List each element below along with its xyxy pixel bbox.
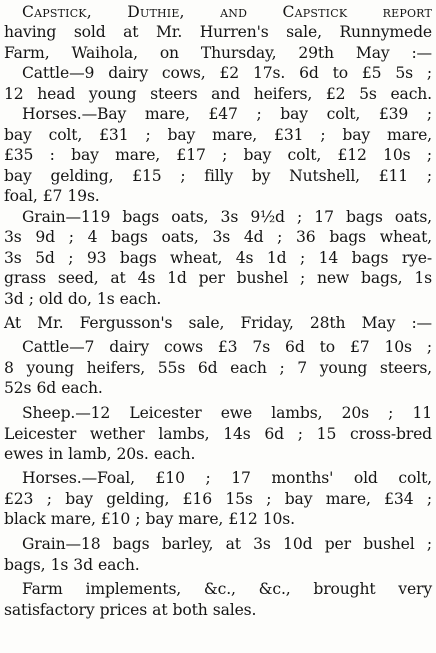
horses-2-line-2: £23 ; bay gelding, £16 15s ; bay mare, £34 ; xyxy=(4,490,432,508)
horses-1-line-3: £35 : bay mare, £17 ; bay colt, £12 10s ; xyxy=(4,146,432,164)
cattle-2-line-1: Cattle—7 dairy cows £3 7s 6d to £7 10s ; xyxy=(22,338,432,356)
intro-line-2: having sold at Mr. Hurren's sale, Runnymede xyxy=(4,23,432,41)
implements-line-1: Farm implements, &c., &c., brought very xyxy=(22,580,432,598)
grain-1-line-3: 3s 5d ; 93 bags wheat, 4s 1d ; 14 bags rye- xyxy=(4,249,432,267)
grain-2-line-2: bags, 1s 3d each. xyxy=(4,556,140,574)
sheep-line-1: Sheep.—12 Leicester ewe lambs, 20s ; 11 xyxy=(22,404,432,422)
horses-1-line-4: bay gelding, £15 ; filly by Nutshell, £11 ; xyxy=(4,167,432,185)
second-sale-heading: At Mr. Fergusson's sale, Friday, 28th May :— xyxy=(4,314,432,332)
cattle-1-line-1: Cattle—9 dairy cows, £2 17s. 6d to £5 5s ; xyxy=(22,64,432,82)
cattle-2-line-2: 8 young heifers, 55s 6d each ; 7 young steers, xyxy=(4,359,432,377)
horses-2-line-1: Horses.—Foal, £10 ; 17 months' old colt, xyxy=(22,469,432,487)
horses-2-line-3: black mare, £10 ; bay mare, £12 10s. xyxy=(4,510,295,528)
grain-2-line-1: Grain—18 bags barley, at 3s 10d per bushel ; xyxy=(22,535,432,553)
grain-1-line-5: 3d ; old do, 1s each. xyxy=(4,290,162,308)
implements-line-2: satisfactory prices at both sales. xyxy=(4,601,257,619)
cattle-2-line-3: 52s 6d each. xyxy=(4,379,103,397)
sheep-line-3: ewes in lamb, 20s. each. xyxy=(4,445,196,463)
horses-1-line-1: Horses.—Bay mare, £47 ; bay colt, £39 ; xyxy=(22,105,432,123)
sheep-line-2: Leicester wether lambs, 14s 6d ; 15 cross-bred xyxy=(4,425,432,443)
cattle-1-line-2: 12 head young steers and heifers, £2 5s each. xyxy=(4,85,432,103)
grain-1-line-2: 3s 9d ; 4 bags oats, 3s 4d ; 36 bags wheat, xyxy=(4,228,432,246)
intro-line-3: Farm, Waihola, on Thursday, 29th May :— xyxy=(4,44,432,62)
horses-1-line-2: bay colt, £31 ; bay mare, £31 ; bay mare, xyxy=(4,126,432,144)
grain-1-line-1: Grain—119 bags oats, 3s 9½d ; 17 bags oats, xyxy=(22,208,432,226)
grain-1-line-4: grass seed, at 4s 1d per bushel ; new bags, 1s xyxy=(4,269,432,287)
intro-line-1: Capstick, Duthie, and Capstick report xyxy=(22,3,432,21)
horses-1-line-5: foal, £7 19s. xyxy=(4,187,100,205)
